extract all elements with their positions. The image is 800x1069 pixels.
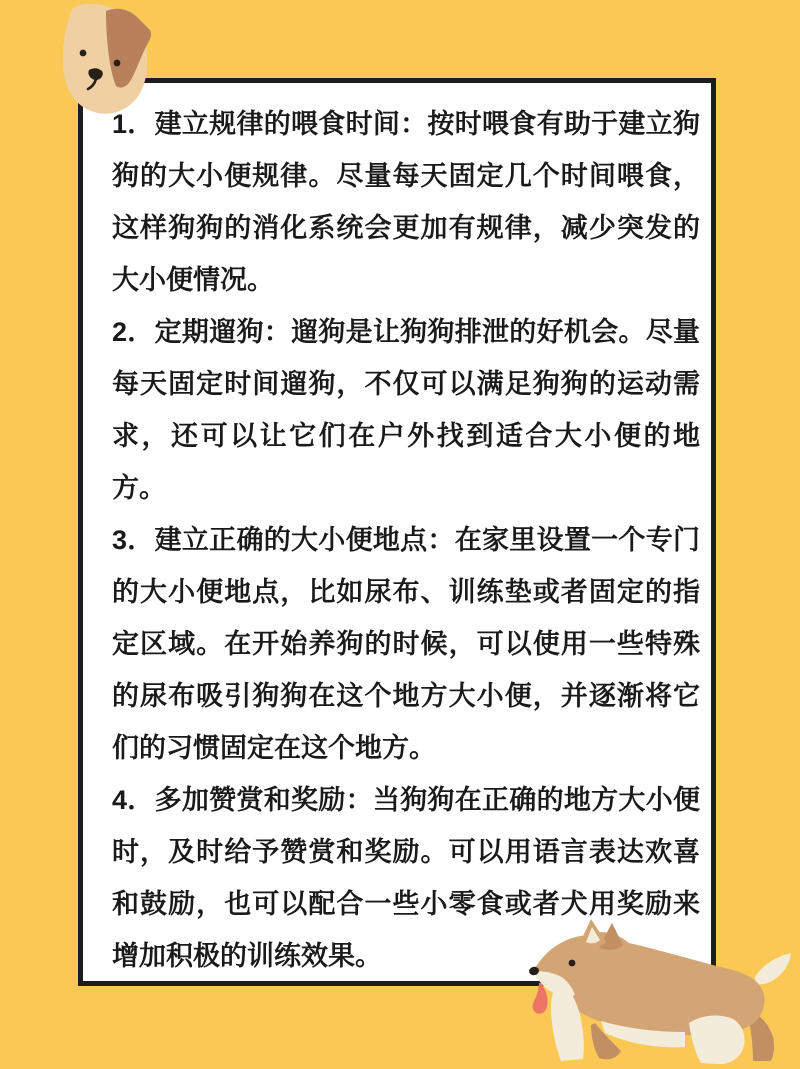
tip-paragraph-4: 4．多加赞赏和奖励：当狗狗在正确的地方大小便时，及时给予赞赏和奖励。可以用语言表达欢喜和鼓励，也可以配合一些小零食或者犬用奖励来增加积极的训练效果。 xyxy=(112,785,700,971)
corgi-dog-icon xyxy=(505,915,800,1065)
tip-paragraph-2: 2．定期遛狗：遛狗是让狗狗排泄的好机会。尽量每天固定时间遛狗，不仅可以满足狗狗的运动需求，还可以让它们在户外找到适合大小便的地方。 xyxy=(112,317,700,503)
tip-paragraph-1: 1．建立规律的喂食时间：按时喂食有助于建立狗狗的大小便规律。尽量每天固定几个时间喂食，这样狗狗的消化系统会更加有规律，减少突发的大小便情况。 xyxy=(112,109,700,295)
tip-paragraph-3: 3．建立正确的大小便地点：在家里设置一个专门的大小便地点，比如尿布、训练垫或者固定的指定区域。在开始养狗的时候，可以使用一些特殊的尿布吸引狗狗在这个地方大小便，并逐渐将它们的习惯固定在这个地方。 xyxy=(112,525,700,763)
tips-text-block xyxy=(112,98,700,982)
puppy-head-icon xyxy=(58,2,158,116)
content-card xyxy=(78,78,716,986)
